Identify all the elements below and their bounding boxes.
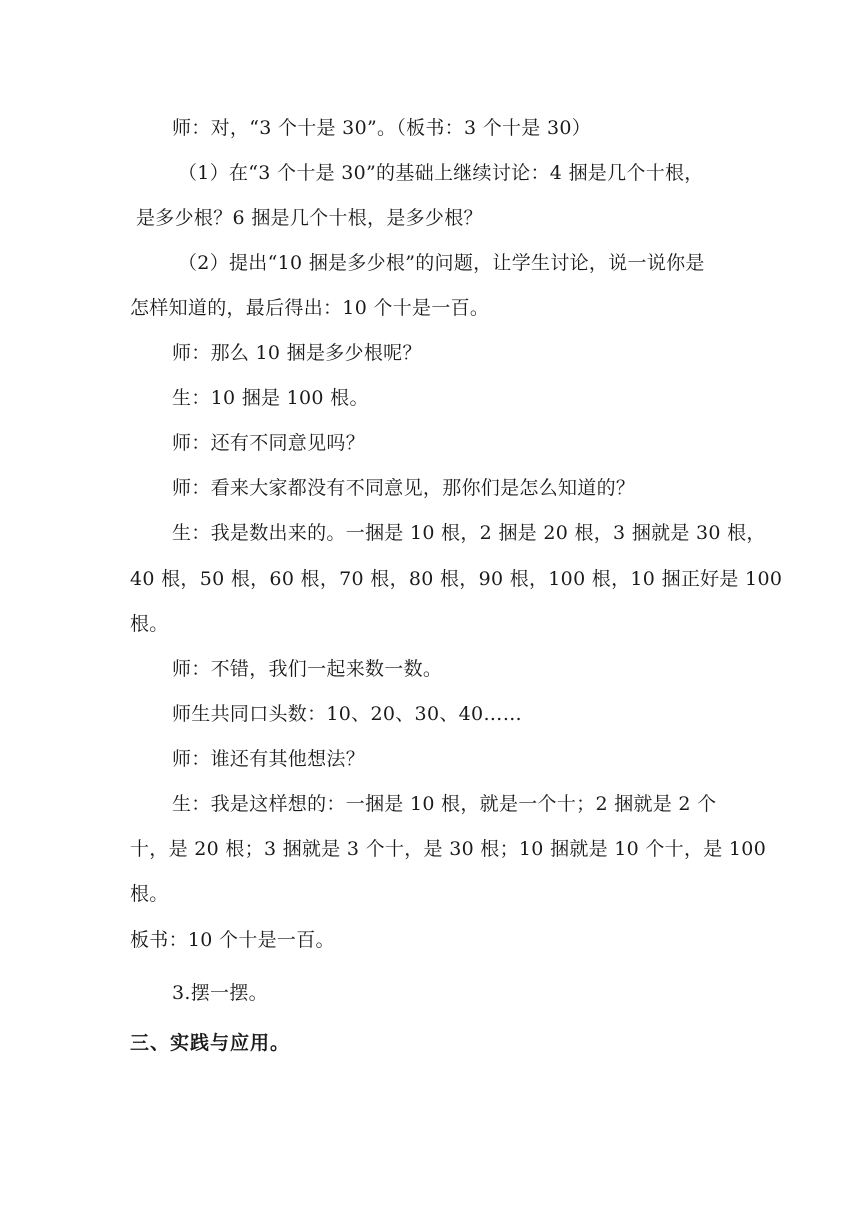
paragraph-line-17: 十，是 20 根；3 捆就是 3 个十，是 30 根；10 捆就是 10 个十，是 100 — [130, 838, 767, 860]
paragraph-line-8: 师：还有不同意见吗？ — [172, 432, 366, 454]
paragraph-line-18: 根。 — [130, 883, 169, 905]
paragraph-line-16: 生：我是这样想的：一捆是 10 根，就是一个十；2 捆就是 2 个 — [172, 793, 717, 815]
paragraph-line-5: 怎样知道的，最后得出：10 个十是一百。 — [130, 297, 490, 319]
paragraph-line-20: 3.摆一摆。 — [172, 982, 268, 1004]
paragraph-line-19: 板书：10 个十是一百。 — [130, 929, 335, 951]
paragraph-line-13: 师：不错，我们一起来数一数。 — [172, 658, 443, 680]
paragraph-line-7: 生：10 捆是 100 根。 — [172, 387, 369, 409]
section-heading: 三、实践与应用。 — [130, 1032, 291, 1054]
paragraph-line-11: 40 根，50 根，60 根，70 根，80 根，90 根，100 根，10 捆正好是 100 — [130, 568, 783, 590]
paragraph-line-9: 师：看来大家都没有不同意见，那你们是怎么知道的？ — [172, 477, 636, 499]
paragraph-line-10: 生：我是数出来的。一捆是 10 根，2 捆是 20 根，3 捆就是 30 根， — [172, 522, 766, 544]
paragraph-line-14: 师生共同口头数：10、20、30、40…… — [172, 703, 523, 725]
paragraph-line-12: 根。 — [130, 613, 169, 635]
paragraph-line-15: 师：谁还有其他想法？ — [172, 748, 366, 770]
paragraph-line-2: （1）在“3 个十是 30”的基础上继续讨论：4 捆是几个十根， — [178, 162, 704, 184]
paragraph-line-6: 师：那么 10 捆是多少根呢？ — [172, 342, 422, 364]
paragraph-line-3: 是多少根？6 捆是几个十根，是多少根？ — [136, 207, 483, 229]
paragraph-line-1: 师：对，“3 个十是 30”。（板书：3 个十是 30） — [172, 117, 592, 139]
paragraph-line-4: （2）提出“10 捆是多少根”的问题，让学生讨论，说一说你是 — [178, 252, 705, 274]
